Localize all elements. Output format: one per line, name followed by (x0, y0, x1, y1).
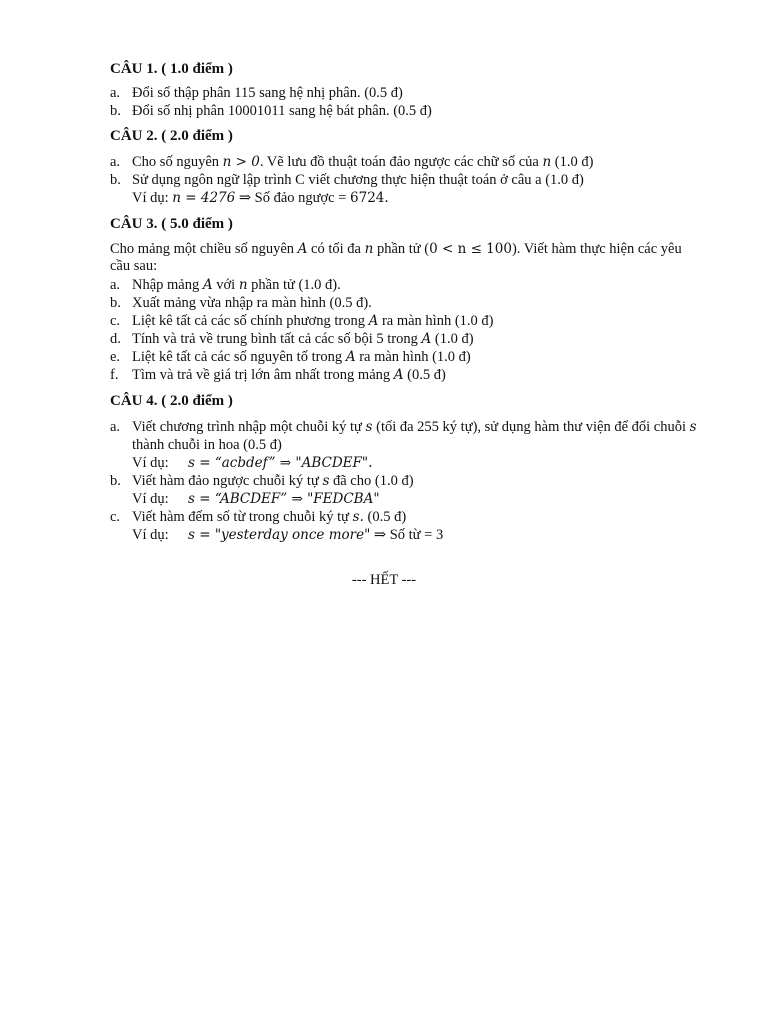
item-text: Sử dụng ngôn ngữ lập trình C viết chương thực hiện thuật toán ở câu a (1.0 đ) (132, 172, 584, 188)
math-text: s = "yesterday once more" (188, 527, 371, 543)
text-run: Viết hàm đảo ngược chuỗi ký tự (132, 473, 323, 489)
math-text: s (689, 419, 697, 435)
exam-content (110, 58, 700, 544)
math-expression (172, 190, 235, 206)
question-4c-example (110, 526, 700, 544)
text-run: Cho số nguyên (132, 154, 223, 170)
math-text: n (238, 277, 248, 293)
question-3b (110, 294, 700, 312)
math-text: s. (352, 509, 364, 525)
math-text: n = 4276 (172, 190, 236, 206)
text-run: Nhập mảng (132, 277, 203, 293)
math-text: s (322, 473, 330, 489)
text-run: ra màn hình (1.0 đ) (355, 349, 471, 365)
question-1b (110, 102, 700, 120)
item-text: Xuất mảng vừa nhập ra màn hình (0.5 đ). (132, 295, 372, 311)
question-1a (110, 84, 700, 102)
math-text: 6724. (350, 190, 389, 206)
item-text (132, 472, 700, 490)
math-text: A (202, 277, 213, 293)
math-text: A (368, 313, 379, 329)
question-3f (110, 366, 700, 384)
question-4a (110, 418, 700, 454)
example-label: Ví dụ: (132, 190, 173, 206)
math-expression (346, 349, 356, 365)
question-4b (110, 472, 700, 490)
math-expression (369, 313, 379, 329)
item-marker: a. (110, 277, 121, 293)
math-text: s = “ABCDEF” ⇒ "FEDCBA" (188, 491, 380, 507)
math-text: n > 0 (222, 154, 260, 170)
text-run: Viết hàm đếm số từ trong chuỗi ký tự (132, 509, 353, 525)
question-2a (110, 153, 700, 171)
item-marker: a. (110, 85, 121, 101)
math-text: n (364, 241, 374, 257)
item-text (132, 366, 700, 384)
math-expression (542, 154, 551, 170)
text-run: phần tử (1.0 đ). (247, 277, 341, 293)
math-text: A (297, 241, 308, 257)
example-label: Ví dụ: (132, 455, 169, 471)
text-run: (0.5 đ) (403, 367, 446, 383)
text-run: Viết chương trình nhập một chuỗi ký tự (132, 419, 366, 435)
math-expression (188, 527, 370, 543)
math-text: A (345, 349, 356, 365)
question-3-title: CÂU 3. ( 5.0 điểm ) (110, 216, 233, 232)
text-run: ⇒ Số đảo ngược = (235, 190, 351, 206)
math-expression (365, 241, 374, 257)
item-marker: b. (110, 295, 121, 311)
text-run: (0.5 đ) (363, 509, 407, 525)
item-text (132, 330, 700, 348)
text-run: ⇒ Số từ = 3 (370, 527, 444, 543)
text-run: Tìm và trả về giá trị lớn âm nhất trong mảng (132, 367, 394, 383)
math-text: A (393, 367, 404, 383)
question-4b-example (110, 490, 700, 508)
question-2b (110, 171, 700, 189)
text-run: Liệt kê tất cả các số chính phương trong (132, 313, 369, 329)
math-expression (203, 277, 213, 293)
math-expression (223, 154, 260, 170)
math-expression (239, 277, 248, 293)
text-run: (tối đa 255 ký tự), sử dụng hàm thư viện để đổi chuỗi (372, 419, 690, 435)
item-text (132, 508, 700, 526)
text-run: (1.0 đ) (551, 154, 594, 170)
item-marker: b. (110, 172, 121, 188)
question-3e (110, 348, 700, 366)
question-4c (110, 508, 700, 526)
text-run: thành chuỗi in hoa (0.5 đ) (132, 437, 282, 453)
question-3a (110, 276, 700, 294)
item-text (132, 276, 700, 294)
math-text: s = “acbdef” ⇒ "ABCDEF". (188, 455, 373, 471)
math-text: A (421, 331, 432, 347)
example-label: Ví dụ: (132, 491, 169, 507)
question-3c (110, 312, 700, 330)
item-text (132, 153, 700, 171)
item-marker: a. (110, 154, 121, 170)
item-marker: e. (110, 349, 121, 365)
text-run: ). Viết hàm thực hiện các yêu cầu sau: (110, 241, 682, 274)
text-run: có tối đa (307, 241, 365, 257)
question-3d (110, 330, 700, 348)
math-expression (188, 455, 372, 471)
math-expression (422, 331, 432, 347)
math-expression (298, 241, 308, 257)
item-text (132, 348, 700, 366)
text-run: đã cho (1.0 đ) (329, 473, 414, 489)
item-marker: a. (110, 419, 121, 435)
text-run: ra màn hình (1.0 đ) (378, 313, 494, 329)
item-marker: c. (110, 509, 121, 525)
question-1-title: CÂU 1. ( 1.0 điểm ) (110, 61, 233, 77)
question-4a-example (110, 454, 700, 472)
text-run: phần tử ( (373, 241, 430, 257)
item-marker: f. (110, 367, 119, 383)
item-text (132, 418, 700, 454)
math-text: n (542, 154, 552, 170)
item-text: Đổi số nhị phân 10001011 sang hệ bát phân. (0.5 đ) (132, 103, 432, 119)
math-text: s (365, 419, 373, 435)
item-marker: b. (110, 103, 121, 119)
item-text (132, 312, 700, 330)
text-run: Cho mảng một chiều số nguyên (110, 241, 298, 257)
question-2-title: CÂU 2. ( 2.0 điểm ) (110, 128, 233, 144)
math-text: 0 < n ≤ 100 (429, 241, 512, 257)
item-text: Đổi số thập phân 115 sang hệ nhị phân. (0.5 đ) (132, 85, 403, 101)
math-expression (188, 491, 380, 507)
text-run: với (212, 277, 239, 293)
text-run: (1.0 đ) (431, 331, 474, 347)
item-marker: b. (110, 473, 121, 489)
item-marker: d. (110, 331, 121, 347)
question-3-intro (110, 241, 700, 275)
question-4-title: CÂU 4. ( 2.0 điểm ) (110, 393, 233, 409)
end-marker: --- HẾT --- (351, 572, 417, 588)
text-run: Liệt kê tất cả các số nguyên tố trong (132, 349, 346, 365)
math-expression (353, 509, 364, 525)
question-2-example (110, 189, 700, 207)
text-run: . Vẽ lưu đồ thuật toán đảo ngược các chữ số của (259, 154, 543, 170)
math-expression (690, 419, 697, 435)
example-label: Ví dụ: (132, 527, 169, 543)
text-run: Tính và trả về trung bình tất cả các số bội 5 trong (132, 331, 422, 347)
math-expression (394, 367, 404, 383)
item-marker: c. (110, 313, 121, 329)
